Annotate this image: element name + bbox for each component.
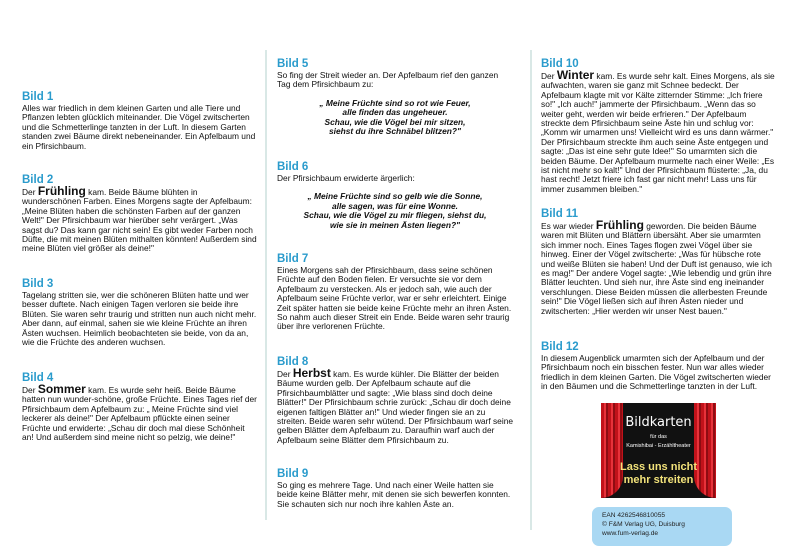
section-heading: Bild 1: [22, 91, 54, 103]
section-heading: Bild 8: [277, 356, 309, 368]
story-section-1: [22, 91, 258, 151]
season-word: Frühling: [595, 218, 644, 232]
publisher: © F&M Verlag UG, Duisburg: [602, 521, 685, 528]
section-text: [541, 354, 777, 392]
section-text: [22, 184, 258, 254]
website: www.fum-verlag.de: [602, 530, 659, 537]
section-text: [277, 366, 514, 445]
season-word: Frühling: [37, 184, 86, 198]
story-section-7: [277, 253, 513, 332]
section-heading: Bild 10: [541, 58, 579, 70]
section-heading: Bild 12: [541, 341, 579, 353]
cover-subtitle: [601, 461, 716, 487]
story-section-2: [22, 174, 258, 254]
poem-line: Schau, wie die Vögel bei mir sitzen,: [324, 116, 466, 127]
text-part: In diesem Augenblick umarmten sich der Apfelbaum und der Pfirsichbaum noch ein bisschen fester. Nun war alles wieder friedlich in dem kleinen Garten. Die Vögel zwitscherten wieder in den Bäumen und die Schmetterlinge tanzten in der Luft.: [541, 353, 771, 392]
poem: [277, 99, 513, 137]
poem-line: wie sie in meinen Ästen liegen?": [329, 219, 461, 230]
cover-line2: für das: [650, 434, 667, 440]
publisher-info-box: [592, 507, 732, 546]
column-separator: [530, 50, 532, 530]
text-part: Der: [22, 187, 38, 197]
section-text: [277, 174, 513, 183]
story-section-10: [541, 58, 777, 194]
text-part: Der: [277, 369, 293, 379]
story-section-5: [277, 58, 513, 136]
text-part: So fing der Streit wieder an. Der Apfelbaum rief den ganzen Tag dem Pfirsichbaum zu:: [277, 70, 499, 90]
text-part: Der Pfirsichbaum erwiderte ärgerlich:: [277, 173, 415, 183]
cover-subtitle-2: mehr streiten: [623, 474, 694, 486]
story-section-4: [22, 372, 258, 442]
season-word: Herbst: [292, 366, 331, 380]
story-section-3: [22, 278, 258, 347]
text-part: Tagelang stritten sie, wer die schöneren Blüten hatte und wer besser duftete. Nach einigen Tagen verloren sie beide ihre Blüten. Sie waren sehr traurig und stritten nun auch nicht mehr. Aber dann, auf einmal, sahen sie wie kleine Früchte an ihren Ästen wuchsen. Heimlich beobachteten sie beide, von da an, wie die Früchte des anderen wuchsen.: [22, 290, 257, 348]
section-heading: Bild 4: [22, 372, 54, 384]
cover-image: [601, 403, 716, 498]
section-text: [22, 382, 258, 443]
section-text: [541, 68, 777, 194]
column-separator: [265, 50, 267, 520]
text-part: kam. Es wurde sehr heiß. Beide Bäume hatten nun wunder-schöne, große Früchte. Eines Tages rief der Pfirsichbaum dem Apfelbaum zu: „ Meine Früchte sind viel leckerer als deine!" Der Apfelbaum pflückte einen seiner Früchte und erwiderte: „Schau dir doch mal diese Schönheit an! Und außerdem sind meine nicht so pelzig, wie deine!": [22, 385, 257, 443]
poem-line: „ Meine Früchte sind so rot wie Feuer,: [319, 97, 471, 108]
section-heading: Bild 2: [22, 174, 54, 186]
section-heading: Bild 3: [22, 278, 54, 290]
section-heading: Bild 7: [277, 253, 309, 265]
story-section-9: [277, 468, 513, 509]
text-part: kam. Es wurde sehr kalt. Eines Morgens, als sie aufwachten, waren sie ganz mit Schnee bedeckt. Der Apfelbaum klagte mit vor Kälte zitternder Stimme: „Ich friere so!" „Ich auch!" jammerte der Pfirsichbaum. „Wenn das so weiter geht, werden wir beide erfrieren." Der Apfelbaum streckte dem Pfirsichbaum seine Äste hin und schlug vor: „Komm wir umarmen uns! Vielleicht wird es uns dann wärmer." Der Pfirsichbaum streckte ihm auch seine Äste entgegen und sagte: „Das ist eine sehr gute Idee!" So umarmten sich die beiden Bäume. Der Apfelbaum murmelte nach einer Weile: „Es ist nicht mehr so kalt!" Und der Pfirsichbaum flüsterte: „Ja, du hast recht! Jetzt friere ich fast gar nicht mehr! Lass uns für immer zusammen bleiben.": [541, 71, 775, 194]
cover-subtitle-1: Lass uns nicht: [619, 461, 698, 473]
section-heading: Bild 6: [277, 161, 309, 173]
poem-line: Schau, wie die Vögel zu mir fliegen, siehst du,: [303, 210, 487, 221]
cover-title: Bildkarten: [625, 415, 692, 430]
text-part: kam. Es wurde kühler. Die Blätter der beiden Bäume wurden gelb. Der Apfelbaum schaute auf die Pfirsichbaumblätter und sagte: „Wie blass sind doch deine Blätter!" Der Pfirsichbaum schrie zurück: „Schau dir doch deine eigenen faltigen Blätter an!" Und wieder fingen sie an zu streiten. Beide waren sehr wütend. Der Pfirsichbaum warf seine gelben Blätter dem Apfelbaum zu. Daraufhin warf auch der Apfelbaum seine Blätter dem Pfirsichbaum zu.: [277, 369, 514, 445]
story-section-12: [541, 341, 777, 392]
text-part: Es war wieder: [541, 221, 596, 231]
season-word: Sommer: [37, 382, 86, 396]
section-text: [541, 218, 777, 316]
poem-line: siehst du ihre Schnäbel blitzen?": [329, 126, 461, 137]
section-text: [22, 291, 258, 347]
text-part: Der: [541, 71, 557, 81]
story-section-6: [277, 161, 513, 230]
story-section-8: [277, 356, 513, 445]
text-part: Alles war friedlich in dem kleinen Garten und alle Tiere und Pflanzen lebten glücklich miteinander. Die Vögel zwitscherten und die Schmetterlinge tanzten in der Luft. In diesem Garten standen zwei Bäume direkt nebeneinander. Ein Apfelbaum und ein Pfirsichbaum.: [22, 103, 256, 151]
text-part: kam. Beide Bäume blühten in wunderschönen Farben. Eines Morgens sagte der Apfelbaum: „Meine Blüten haben die schönsten Farben auf der ganzen Welt!" Der Pfirsichbaum war hierüber sehr verärgert. „Was sagst du? Das kann gar nicht sein! Es gibt weder Farben noch Düfte, die mit meinen Blüten mithalten könnten! Außerdem sind meine Blüten viel größer als deine!": [22, 187, 257, 254]
poem-line: „ Meine Früchte sind so gelb wie die Sonne,: [307, 191, 483, 202]
section-text: [277, 481, 513, 509]
text-part: So ging es mehrere Tage. Und nach einer Weile hatten sie beide keine Blätter mehr, mit denen sie sich bewerfen konnten. Sie schauten sich nur noch ihre kahlen Äste an.: [277, 480, 511, 509]
section-heading: Bild 5: [277, 58, 309, 70]
poem-line: alle finden das ungeheuer.: [342, 107, 448, 118]
text-part: Der: [22, 385, 38, 395]
section-heading: Bild 11: [541, 208, 579, 220]
text-part: geworden. Die beiden Bäume waren mit Blüten und Blättern übersäht. Aber sie umarmten sich immer noch. Eines Tages flogen zwei Vögel über sie hinweg. Einer der Vögel zwitscherte: „Was für hübsche rote und weiße Blüten sie haben! Und der Duft ist genauso, wie ich es mag!" Der andere Vogel sagte: „Wie lebendig und grün ihre Blätter leuchten. Und sieh nur, ihre Äste sind eng ineinander verschlungen. Diese Beiden müssen die allerbesten Freunde sein!" Die Vögel ließen sich auf ihren Ästen nieder und zwitscherten: „Hier werden wir unser Nest bauen.": [541, 221, 772, 316]
section-text: [277, 266, 513, 332]
story-section-11: [541, 208, 777, 316]
cover-line3: Kamishibai - Erzähltheater: [626, 443, 691, 449]
poem: [277, 192, 513, 230]
section-heading: Bild 9: [277, 468, 309, 480]
season-word: Winter: [556, 68, 595, 82]
ean: EAN 4262546810055: [602, 512, 666, 519]
text-part: Eines Morgens sah der Pfirsichbaum, dass seine schönen Früchte auf den Boden fielen. Er versuchte sie vor dem Apfelbaum zu verstecken. Als er jedoch sah, wie auch der Apfelbaum seine Früchte verlor, war er sehr erleichtert. Einige Zeit später hatten sie beide keine Früchte mehr an ihren Ästen. So nahm auch dieser Streit ein Ende. Beide waren sehr traurig über ihre verlorenen Früchte.: [277, 265, 512, 332]
section-text: [277, 71, 513, 90]
section-text: [22, 104, 258, 151]
poem-line: alle sagen, was für eine Wonne.: [332, 200, 458, 211]
